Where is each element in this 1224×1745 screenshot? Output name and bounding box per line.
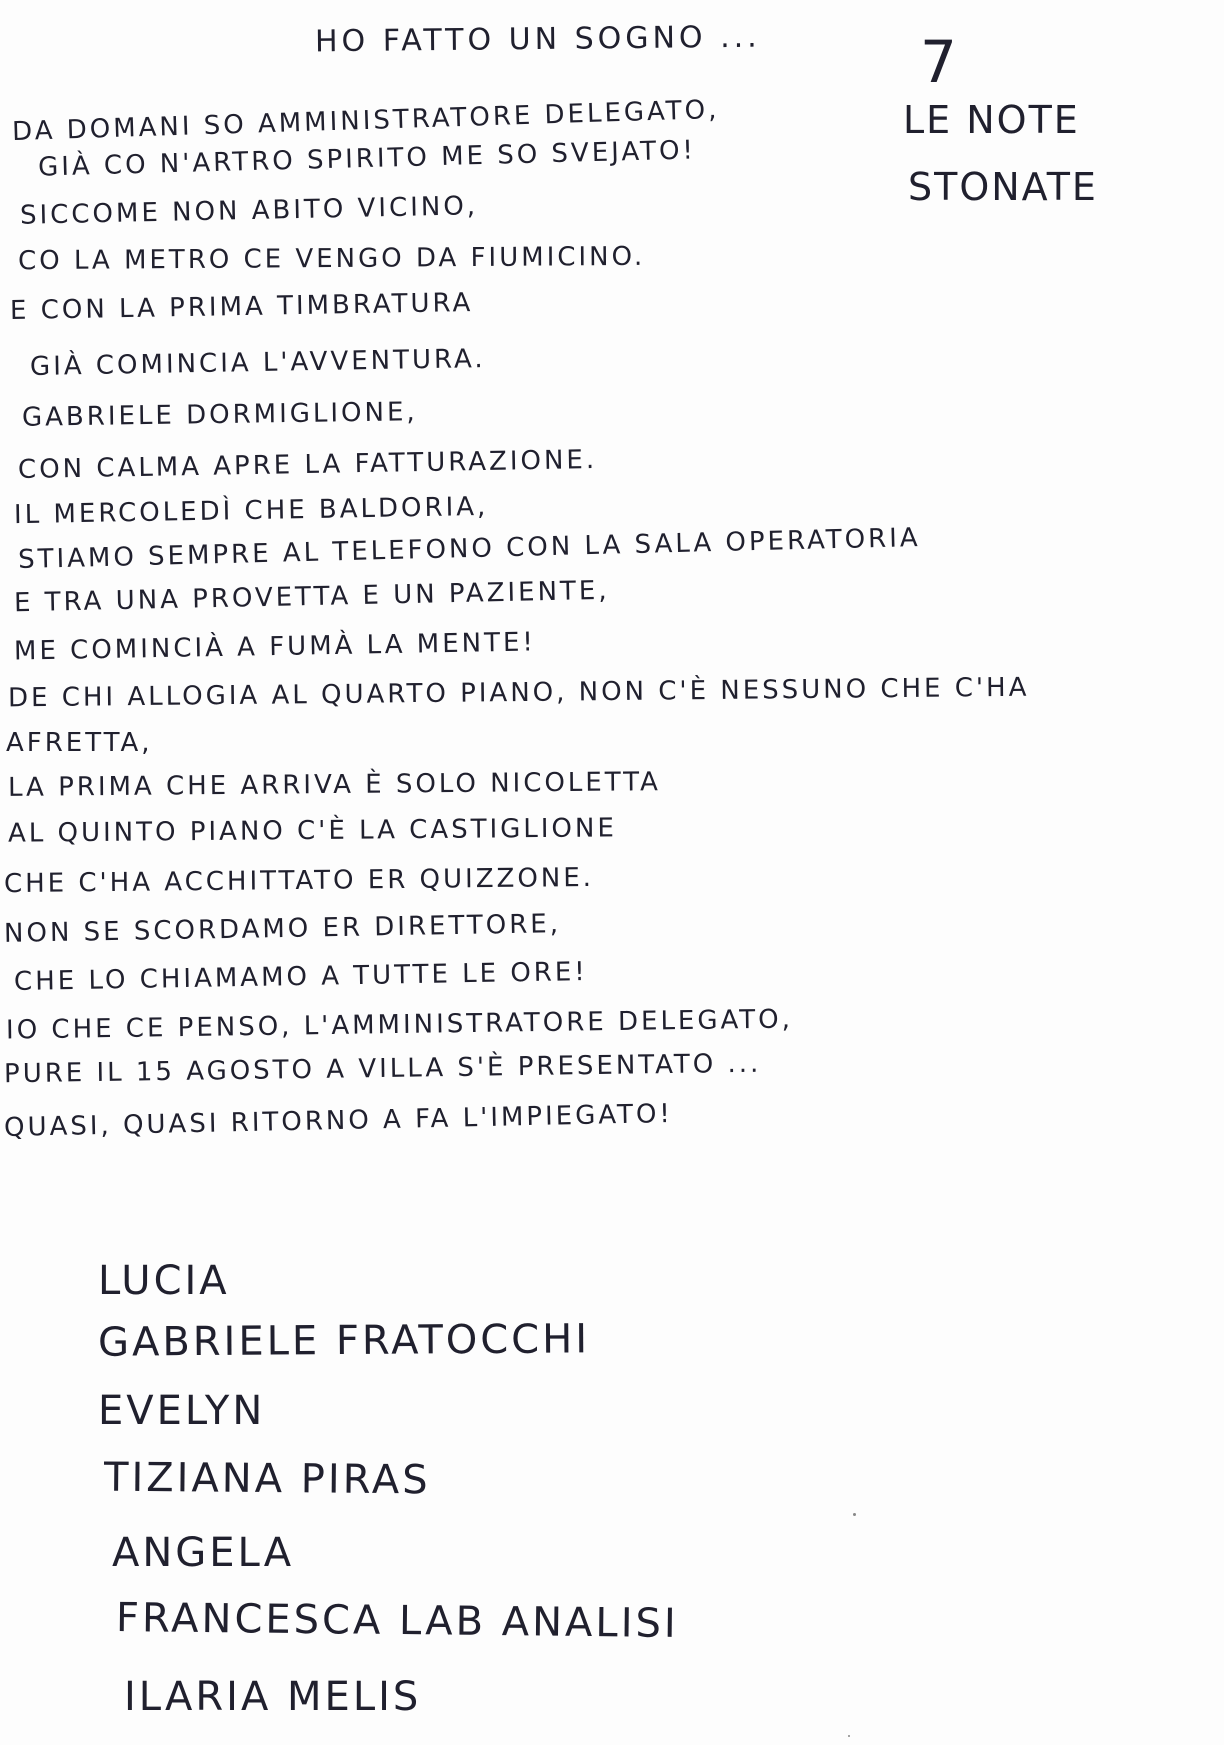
- signature-line: TIZIANA PIRAS: [103, 1454, 431, 1504]
- signature-line: FRANCESCA LAB ANALISI: [115, 1595, 679, 1647]
- verse-line: IO CHE CE PENSO, L'AMMINISTRATORE DELEGATO,: [5, 1004, 794, 1046]
- verse-line: IL MERCOLEDÌ CHE BALDORIA,: [13, 491, 489, 531]
- paper-speck: [848, 1735, 850, 1737]
- verse-line: PURE IL 15 AGOSTO A VILLA S'È PRESENTATO ...: [3, 1048, 762, 1090]
- poem-title: HO FATTO UN SOGNO ...: [314, 19, 761, 60]
- signature-line: LUCIA: [98, 1258, 230, 1304]
- verse-line: DA DOMANI SO AMMINISTRATORE DELEGATO,: [11, 94, 720, 148]
- verse-line: CO LA METRO CE VENGO DA FIUMICINO.: [17, 241, 646, 277]
- verse-line: GIÀ COMINCIA L'AVVENTURA.: [29, 344, 486, 382]
- verse-line: NON SE SCORDAMO ER DIRETTORE,: [3, 909, 562, 949]
- verse-line: CHE C'HA ACCHITTATO ER QUIZZONE.: [3, 862, 595, 900]
- verse-line: SICCOME NON ABITO VICINO,: [19, 191, 479, 231]
- verse-line: AL QUINTO PIANO C'È LA CASTIGLIONE: [7, 813, 617, 849]
- signature-line: EVELYN: [98, 1388, 266, 1434]
- verse-line: GIÀ CO N'ARTRO SPIRITO ME SO SVEJATO!: [37, 135, 697, 183]
- signature-line: ANGELA: [112, 1530, 295, 1576]
- verse-line: GABRIELE DORMIGLIONE,: [21, 397, 418, 433]
- section-title-line-2: STONATE: [908, 165, 1098, 209]
- signature-line: GABRIELE FRATOCCHI: [97, 1316, 591, 1366]
- verse-line: AFRETTA,: [6, 728, 153, 758]
- page-number: 7: [920, 28, 957, 96]
- verse-line: E TRA UNA PROVETTA E UN PAZIENTE,: [13, 575, 610, 619]
- verse-line: LA PRIMA CHE ARRIVA È SOLO NICOLETTA: [7, 767, 661, 803]
- paper-speck: [853, 1513, 856, 1516]
- verse-line: STIAMO SEMPRE AL TELEFONO CON LA SALA OPERATORIA: [17, 522, 921, 576]
- section-title-line-1: LE NOTE: [903, 98, 1080, 142]
- verse-line: E CON LA PRIMA TIMBRATURA: [9, 287, 474, 327]
- verse-line: DE CHI ALLOGIA AL QUARTO PIANO, NON C'È NESSUNO CHE C'HA: [7, 672, 1030, 714]
- verse-line: QUASI, QUASI RITORNO A FA L'IMPIEGATO!: [3, 1098, 674, 1144]
- signature-line: ILARIA MELIS: [124, 1674, 422, 1720]
- verse-line: ME COMINCIÀ A FUMÀ LA MENTE!: [13, 627, 537, 667]
- verse-line: CHE LO CHIAMAMO A TUTTE LE ORE!: [13, 956, 588, 998]
- verse-line: CON CALMA APRE LA FATTURAZIONE.: [17, 444, 598, 486]
